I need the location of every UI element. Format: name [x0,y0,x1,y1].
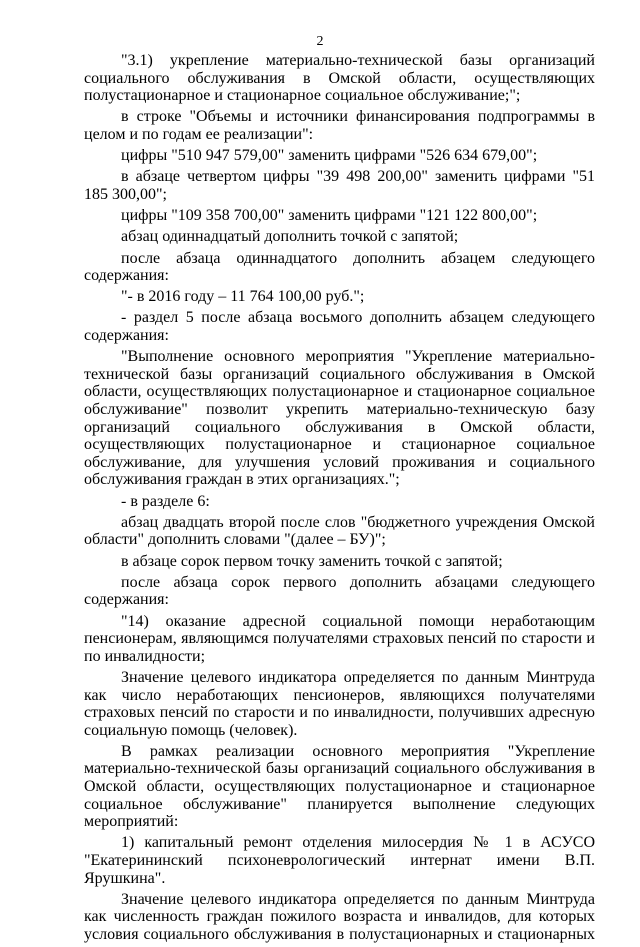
paragraph-10: "Выполнение основного мероприятия "Укрепление материально-технической базы организаций социального обслуживания в Омской области, осуществляющих полустационарное и стационарное социальное обслуживание" позволит укрепить материально-техническую базу организаций социального обслуживания в Омской области, осуществляющих полустационарное и стационарное социальное обслуживание, для улучшения условий проживания и социального обслуживания граждан в этих организациях."; [84,348,595,489]
paragraph-1: "3.1) укрепление материально-технической базы организаций социального обслуживания в Омской области, осуществляющих полустационарное и стационарное социальное обслуживание;"; [84,52,595,105]
paragraph-19: Значение целевого индикатора определяется по данным Минтруда как численность граждан пожилого возраста и инвалидов, для которых условия социального обслуживания в полустационарных и стационарных [84,890,595,943]
paragraph-6: абзац одиннадцатый дополнить точкой с запятой; [121,228,459,246]
paragraph-3: цифры "510 947 579,00" заменить цифрами "526 634 679,00"; [121,147,538,165]
page-number: 2 [316,34,324,49]
paragraph-15: "14) оказание адресной социальной помощи неработающим пенсионерам, являющимся получателями страховых пенсий по старости и по инвалидности; [84,612,595,665]
paragraph-13: в абзаце сорок первом точку заменить точкой с запятой; [121,552,503,570]
paragraph-2: в строке "Объемы и источники финансирования подпрограммы в целом и по годам ее реализации": [84,108,595,143]
paragraph-16: Значение целевого индикатора определяется по данным Минтруда как число неработающих пенсионеров, являющихся получателями страховых пенсий по старости и по инвалидности, получивших адресную социальную помощь (человек). [84,668,595,739]
document-body [84,52,595,947]
paragraph-18: 1) капитальный ремонт отделения милосердия № 1 в АСУСО "Екатерининский психоневрологический интернат имени В.П. Ярушкина". [84,834,595,887]
paragraph-11: - в разделе 6: [121,492,210,510]
paragraph-12: абзац двадцать второй после слов "бюджетного учреждения Омской области" дополнить словами "(далее – БУ)"; [84,513,595,549]
paragraph-4: в абзаце четвертом цифры "39 498 200,00" заменить цифрами "51 185 300,00"; [84,168,595,203]
paragraph-8: "- в 2016 году – 11 764 100,00 руб."; [121,288,365,306]
paragraph-5: цифры "109 358 700,00" заменить цифрами "121 122 800,00"; [121,207,538,225]
paragraph-17: В рамках реализации основного мероприятия "Укрепление материально-технической базы организаций социального обслуживания в Омской области, осуществляющих полустационарное и стационарное социальное обслуживание" планируется выполнение следующих мероприятий: [84,742,595,831]
paragraph-7: после абзаца одиннадцатого дополнить абзацем следующего содержания: [84,249,595,285]
paragraph-14: после абзаца сорок первого дополнить абзацами следующего содержания: [84,573,595,609]
paragraph-9: - раздел 5 после абзаца восьмого дополнить абзацем следующего содержания: [84,309,595,345]
